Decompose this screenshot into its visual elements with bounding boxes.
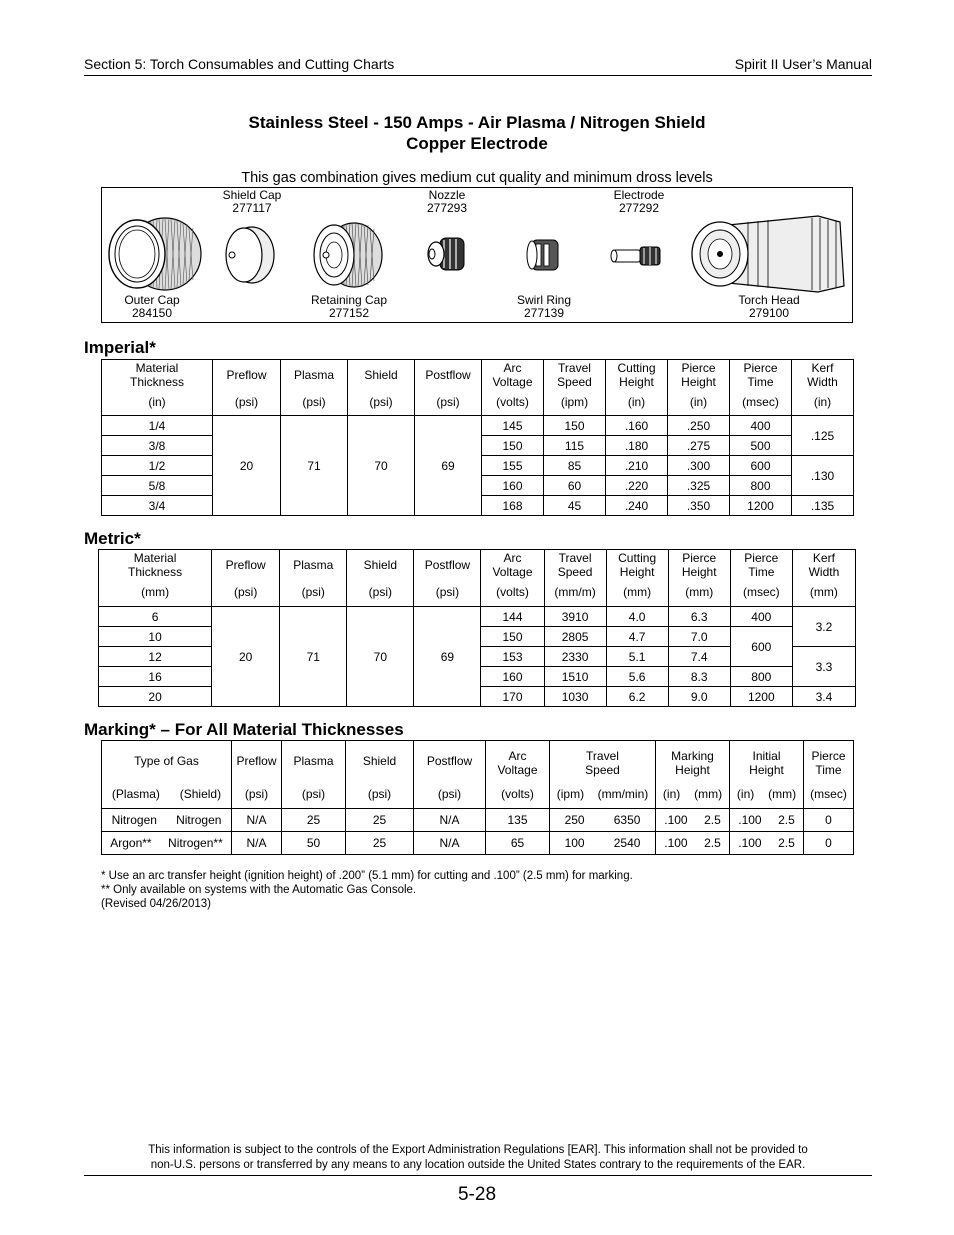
pierce-time-cell: 600: [730, 456, 792, 476]
metric-heading: Metric*: [84, 529, 141, 548]
pierce-time-cell: 800: [730, 667, 792, 687]
initial-height-cell: .100 2.5: [730, 832, 804, 855]
ear-notice-line: non-U.S. persons or transferred by any means to any location outside the United States contrary to the requirements of the EAR.: [150, 1159, 806, 1171]
kerf-width-cell: .130: [792, 456, 854, 496]
imperial-header-cell: Kerf Width (in): [792, 360, 854, 416]
shield-cell: 25: [346, 832, 414, 855]
table-row: [102, 416, 854, 436]
footnote-arc-transfer: * Use an arc transfer height (ignition height) of .200” (5.1 mm) for cutting and .100” (2.5 mm) for marking.: [101, 870, 633, 882]
arc-voltage-cell: 160: [481, 667, 544, 687]
preflow-cell: 20: [213, 416, 281, 516]
travel-speed-cell: 3910: [544, 607, 606, 627]
arc-voltage-cell: 155: [482, 456, 544, 476]
metric-header-cell: Pierce Time (msec): [730, 550, 792, 607]
thickness-cell: 1/2: [102, 456, 213, 476]
page-subtitle: Copper Electrode: [406, 134, 548, 153]
section-title: Section 5: Torch Consumables and Cutting Charts: [84, 56, 395, 72]
shield-cell: 70: [347, 607, 414, 707]
marking-heading: Marking* – For All Material Thicknesses: [84, 720, 404, 739]
travel-speed-cell: 2805: [544, 627, 606, 647]
arc-voltage-cell: 160: [482, 476, 544, 496]
preflow-header: Preflow (psi): [232, 741, 282, 809]
ear-notice-line: This information is subject to the controls of the Export Administration Regulations [EAR]. This information shall not be provided to: [148, 1144, 808, 1156]
metric-header-cell: Travel Speed (mm/m): [544, 550, 606, 607]
imperial-header-cell: Plasma (psi): [281, 360, 348, 416]
electrode-label: Electrode 277292: [613, 188, 665, 215]
revision-date: (Revised 04/26/2013): [101, 898, 211, 910]
metric-header-cell: Material Thickness (mm): [99, 550, 212, 607]
metric-table: [98, 549, 856, 707]
travel-speed-cell: 85: [544, 456, 606, 476]
travel-speed-cell: 115: [544, 436, 606, 456]
manual-title: Spirit II User’s Manual: [734, 56, 872, 72]
initial-height-header: Initial Height (in) (mm): [730, 741, 804, 809]
pierce-time-cell: 0: [804, 809, 854, 832]
kerf-width-cell: 3.3: [792, 647, 855, 687]
imperial-header-cell: Travel Speed (ipm): [544, 360, 606, 416]
metric-header-cell: Plasma (psi): [280, 550, 347, 607]
nozzle-image: [424, 234, 468, 274]
cutting-height-cell: .240: [606, 496, 668, 516]
postflow-header: Postflow (psi): [414, 741, 486, 809]
plasma-cell: 71: [280, 607, 347, 707]
postflow-cell: 69: [415, 416, 482, 516]
metric-header-cell: Preflow (psi): [212, 550, 280, 607]
cutting-height-cell: .220: [606, 476, 668, 496]
torch-head-label: Torch Head 279100: [738, 293, 800, 320]
cutting-height-cell: .180: [606, 436, 668, 456]
arc-voltage-cell: 170: [481, 687, 544, 707]
electrode-image: [610, 244, 666, 268]
marking-height-cell: .100 2.5: [656, 832, 730, 855]
gas-cell: Argon** Nitrogen**: [102, 832, 232, 855]
travel-speed-cell: 45: [544, 496, 606, 516]
imperial-table: [101, 359, 854, 516]
kerf-width-cell: .125: [792, 416, 854, 456]
preflow-cell: N/A: [232, 809, 282, 832]
travel-speed-cell: 60: [544, 476, 606, 496]
arc-voltage-cell: 150: [482, 436, 544, 456]
page-number: 5-28: [457, 1184, 497, 1205]
shield-cap-image: [222, 224, 276, 286]
cutting-height-cell: 4.7: [606, 627, 668, 647]
cutting-height-cell: 4.0: [606, 607, 668, 627]
shield-header: Shield (psi): [346, 741, 414, 809]
kerf-width-cell: .135: [792, 496, 854, 516]
postflow-cell: 69: [414, 607, 481, 707]
pierce-height-cell: .350: [668, 496, 730, 516]
pierce-height-cell: 8.3: [668, 667, 730, 687]
cutting-height-cell: 6.2: [606, 687, 668, 707]
cutting-height-cell: 5.1: [606, 647, 668, 667]
imperial-heading: Imperial*: [84, 338, 156, 357]
travel-speed-cell: 1510: [544, 667, 606, 687]
plasma-cell: 25: [282, 809, 346, 832]
arc-voltage-header: Arc Voltage (volts): [486, 741, 550, 809]
imperial-header-cell: Preflow (psi): [213, 360, 281, 416]
pierce-height-cell: 9.0: [668, 687, 730, 707]
marking-table: [101, 740, 854, 855]
thickness-cell: 3/4: [102, 496, 213, 516]
thickness-cell: 6: [99, 607, 212, 627]
cutting-height-cell: 5.6: [606, 667, 668, 687]
pierce-height-cell: .325: [668, 476, 730, 496]
nozzle-label: Nozzle 277293: [426, 188, 468, 215]
imperial-header-cell: Pierce Height (in): [668, 360, 730, 416]
kerf-width-cell: 3.2: [792, 607, 855, 647]
metric-header-cell: Pierce Height (mm): [668, 550, 730, 607]
pierce-time-cell: 500: [730, 436, 792, 456]
swirl-ring-image: [524, 238, 564, 272]
arc-voltage-cell: 150: [481, 627, 544, 647]
footnotes: [101, 869, 633, 911]
pierce-time-cell: 1200: [730, 687, 792, 707]
travel-speed-cell: 2330: [544, 647, 606, 667]
retaining-cap-label: Retaining Cap 277152: [310, 293, 388, 320]
outer-cap-image: [107, 216, 203, 292]
travel-speed-cell: 1030: [544, 687, 606, 707]
metric-header-cell: Cutting Height (mm): [606, 550, 668, 607]
thickness-cell: 1/4: [102, 416, 213, 436]
cutting-height-cell: .160: [606, 416, 668, 436]
kerf-width-cell: 3.4: [792, 687, 855, 707]
imperial-header-cell: Material Thickness (in): [102, 360, 213, 416]
preflow-cell: N/A: [232, 832, 282, 855]
plasma-header: Plasma (psi): [282, 741, 346, 809]
travel-speed-cell: 250 6350: [550, 809, 656, 832]
type-of-gas-header: Type of Gas (Plasma) (Shield): [102, 741, 232, 809]
table-row: [102, 809, 854, 832]
torch-head-image: [688, 212, 848, 296]
thickness-cell: 10: [99, 627, 212, 647]
thickness-cell: 20: [99, 687, 212, 707]
arc-voltage-cell: 168: [482, 496, 544, 516]
page-header: [84, 56, 872, 76]
travel-speed-cell: 150: [544, 416, 606, 436]
metric-header-cell: Postflow (psi): [414, 550, 481, 607]
cutting-height-cell: .210: [606, 456, 668, 476]
swirl-ring-label: Swirl Ring 277139: [516, 293, 571, 320]
retaining-cap-image: [310, 220, 384, 290]
postflow-cell: N/A: [414, 809, 486, 832]
initial-height-cell: .100 2.5: [730, 809, 804, 832]
travel-speed-header: Travel Speed (ipm) (mm/min): [550, 741, 656, 809]
footer-divider: [84, 1175, 872, 1176]
arc-voltage-cell: 135: [486, 809, 550, 832]
pierce-time-cell: 400: [730, 416, 792, 436]
marking-height-cell: .100 2.5: [656, 809, 730, 832]
metric-header-row: [99, 550, 856, 607]
arc-voltage-cell: 153: [481, 647, 544, 667]
pierce-height-cell: .300: [668, 456, 730, 476]
pierce-time-cell: 0: [804, 832, 854, 855]
shield-cell: 70: [348, 416, 415, 516]
consumables-diagram: [101, 187, 853, 323]
metric-header-cell: Shield (psi): [347, 550, 414, 607]
thickness-cell: 3/8: [102, 436, 213, 456]
arc-voltage-cell: 144: [481, 607, 544, 627]
thickness-cell: 12: [99, 647, 212, 667]
pierce-height-cell: 6.3: [668, 607, 730, 627]
imperial-header-cell: Pierce Time (msec): [730, 360, 792, 416]
table-row: [102, 832, 854, 855]
marking-header-row: [102, 741, 854, 809]
marking-height-header: Marking Height (in) (mm): [656, 741, 730, 809]
thickness-cell: 16: [99, 667, 212, 687]
pierce-height-cell: .250: [668, 416, 730, 436]
shield-cell: 25: [346, 809, 414, 832]
ear-notice: [84, 1143, 872, 1173]
pierce-time-cell: 800: [730, 476, 792, 496]
pierce-time-cell: 400: [730, 607, 792, 627]
imperial-header-cell: Cutting Height (in): [606, 360, 668, 416]
imperial-header-cell: Shield (psi): [348, 360, 415, 416]
metric-header-cell: Kerf Width (mm): [792, 550, 855, 607]
pierce-time-header: Pierce Time (msec): [804, 741, 854, 809]
preflow-cell: 20: [212, 607, 280, 707]
thickness-cell: 5/8: [102, 476, 213, 496]
page-title: Stainless Steel - 150 Amps - Air Plasma / Nitrogen Shield: [248, 113, 706, 132]
footnote-agc: ** Only available on systems with the Automatic Gas Console.: [101, 884, 417, 896]
imperial-header-cell: Arc Voltage (volts): [482, 360, 544, 416]
plasma-cell: 50: [282, 832, 346, 855]
gas-combination-note: This gas combination gives medium cut quality and minimum dross levels: [241, 170, 713, 186]
arc-voltage-cell: 65: [486, 832, 550, 855]
shield-cap-label: Shield Cap 277117: [222, 188, 282, 215]
arc-voltage-cell: 145: [482, 416, 544, 436]
pierce-height-cell: 7.0: [668, 627, 730, 647]
pierce-height-cell: .275: [668, 436, 730, 456]
outer-cap-label: Outer Cap 284150: [124, 293, 180, 320]
imperial-header-row: [102, 360, 854, 416]
metric-header-cell: Arc Voltage (volts): [481, 550, 544, 607]
plasma-cell: 71: [281, 416, 348, 516]
imperial-header-cell: Postflow (psi): [415, 360, 482, 416]
pierce-time-cell: 600: [730, 627, 792, 667]
travel-speed-cell: 100 2540: [550, 832, 656, 855]
postflow-cell: N/A: [414, 832, 486, 855]
pierce-height-cell: 7.4: [668, 647, 730, 667]
gas-cell: Nitrogen Nitrogen: [102, 809, 232, 832]
pierce-time-cell: 1200: [730, 496, 792, 516]
table-row: [99, 607, 856, 627]
